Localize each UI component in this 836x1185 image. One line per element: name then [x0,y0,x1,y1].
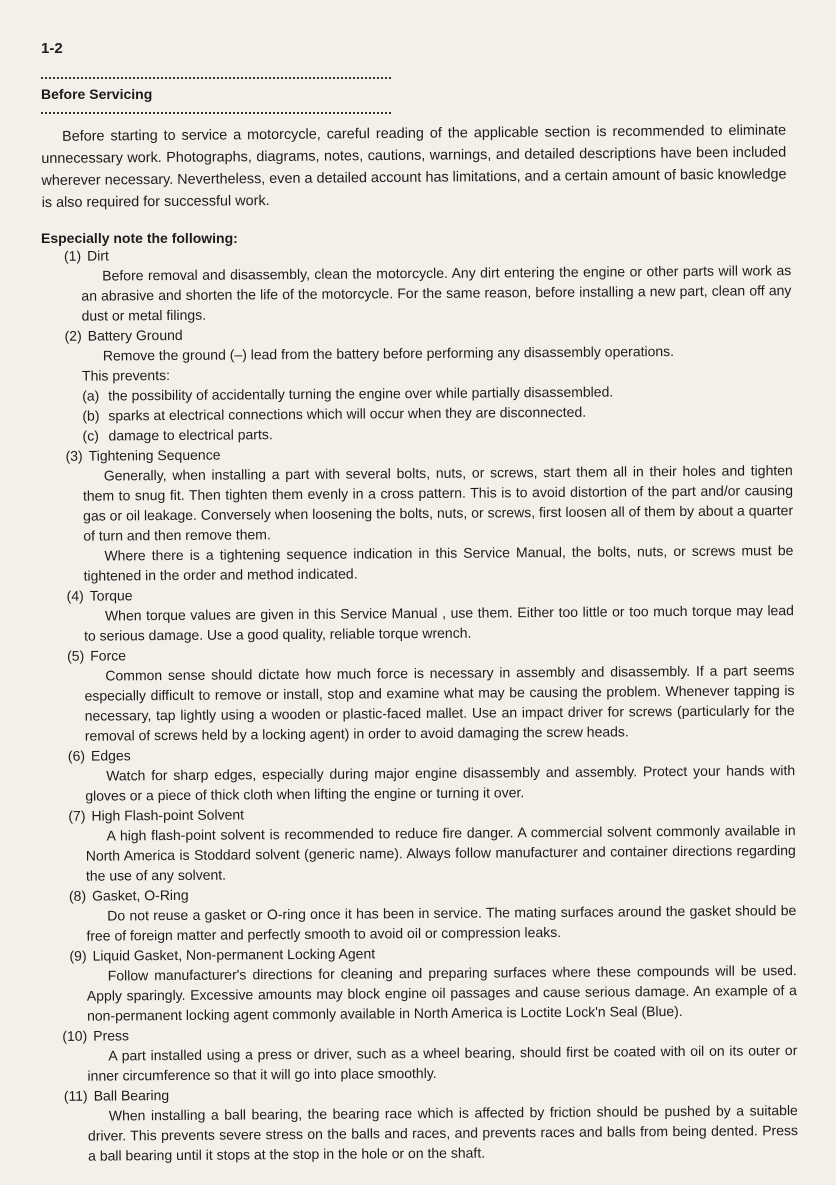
list-item [46,940,797,1026]
list-item-number: (7) [68,807,86,824]
list-item-body [86,900,796,946]
list-item-title: High Flash-point Solvent [91,806,245,824]
list-item-number: (4) [66,587,84,604]
list-item-title: Battery Ground [87,326,183,344]
list-item-body [85,760,795,806]
list-item-number: (10) [62,1027,88,1044]
list-item-paragraph: Remove the ground (–) lead from the battery before performing any disassembly operations. [102,343,675,364]
sub-item-letter: (b) [82,407,100,424]
list-item-paragraph: Before removal and disassembly, clean the motorcycle. Any dirt entering the engine or other parts will work as an abrasive and shorten the life of the motorcycle. For the same reason, before installing a new part, clean off any dust or metal filings. [81,262,792,324]
sub-item-text: damage to electrical parts. [108,426,273,444]
list-item [45,740,795,806]
list-item-number: (11) [63,1087,88,1104]
list-item-number: (5) [67,647,85,664]
list-item-title: Liquid Gasket, Non-permanent Locking Agent [92,945,376,964]
list-item-number: (2) [64,327,82,344]
list-item-lead: This prevents: [81,366,171,384]
list-item-body [87,960,797,1026]
list-item-paragraph: Generally, when installing a part with several bolts, nuts, or screws, start them all in their holes and tighten them to snug fit. Then tighten them evenly in a cross pattern. This is to avoid distortion of the part and/or causing gas or oil leakage. Conversely when loosening the bolts, nuts, or screws, first loosen all of them by about a quarter of turn and then remove them. [82,462,794,544]
list-item-title: Press [93,1027,130,1044]
list-item-number: (3) [65,447,83,464]
sub-item-text: sparks at electrical connections which will occur when they are disconnected. [108,403,587,424]
list-item-body [82,340,793,446]
list-item [44,640,795,746]
list-item-number: (9) [69,947,87,964]
list-item-title: Dirt [87,247,109,264]
list-item-paragraph: A part installed using a press or driver, such as a wheel bearing, should first be coated with oil on its outer or inner circumference so that it will go into place smoothly. [87,1042,798,1084]
list-item-paragraph: When torque values are given in this Service Manual , use them. Either too little or too much torque may lead to serious damage. Use a good quality, reliable torque wrench. [83,602,794,644]
sub-item-letter: (a) [82,387,100,404]
list-item [45,800,796,886]
list-item-title: Ball Bearing [93,1087,170,1104]
list-item-title: Edges [90,747,131,764]
list-item-body [83,460,794,586]
list-item-body [84,600,794,646]
list-item [44,580,794,646]
list-item-paragraph: Common sense should dictate how much force is necessary in assembly and disassembly. If a part seems especially difficult to remove or install, stop and examine what may be causing the problem. Whenever tapping is necessary, tap lightly using a wooden or plastic-faced mallet. Use an impact driver for screws (particularly for the removal of screws held by a locking agent) in order to avoid damaging the screw heads. [84,662,795,744]
list-item-body [88,1100,798,1166]
list-item-body [87,1040,797,1086]
list-item [41,240,792,326]
list-item-paragraph: A high flash-point solvent is recommended to reduce fire danger. A commercial solvent commonly available in North America is Stoddard solvent (generic name). Always follow manufacturer and container directions regarding the use of any solvent. [85,822,796,884]
list-item-paragraph: Do not reuse a gasket or O-ring once it has been in service. The mating surfaces around the gasket should be free of foreign matter and perfectly smooth to avoid oil or compression leaks. [86,902,797,944]
list-item-body [86,820,796,886]
list-item-body [84,660,795,746]
list-item [48,1080,799,1166]
list-item-paragraph: Follow manufacturer's directions for cleaning and preparing surfaces where these compounds will be used. Apply sparingly. Excessive amounts may block engine oil passages and cause serious damage. An example of a non-permanent locking agent commonly available in North America is Loctite Lock'n Seal (Blue). [86,962,797,1024]
list-item-number: (8) [68,887,87,904]
list-item-title: Force [90,647,127,664]
sub-item-text: the possibility of accidentally turning the engine over while partially disassembled. [108,383,614,404]
list-item [42,320,793,446]
dotted-rule-bottom [41,112,391,114]
list-item-paragraph: When installing a ball bearing, the bearing race which is affected by friction should be pushed by a suitable driver. This prevents severe stress on the balls and races, and prevents races and balls from being dented. Press a ball bearing until it stops at the stop in the hole or on the shaft. [87,1102,799,1164]
list-item-paragraph: Where there is a tightening sequence indication in this Service Manual, the bolts, nuts, or screws must be tightened in the order and method indicated. [83,542,794,584]
list-item-title: Gasket, O-Ring [92,886,189,904]
page-number: 1-2 [41,40,63,57]
intro-paragraph: Before starting to service a motorcycle, careful reading of the applicable section is recommended to eliminate unnecessary work. Photographs, diagrams, notes, cautions, warnings, and detailed descriptions have been included wherever necessary. Nevertheless, even a detailed account has limitations, and a certain amount of basic knowledge is also required for successful work. [41,122,787,211]
sub-item-letter: (c) [82,427,99,444]
list-item-number: (1) [63,247,82,264]
list-item-paragraph: Watch for sharp edges, especially during major engine disassembly and assembly. Protect your hands with gloves or a piece of thick cloth when lifting the engine or turning it over. [85,762,796,804]
list-item-title: Torque [89,587,133,604]
list-item-body [81,260,791,326]
section-title: Before Servicing [41,86,153,102]
list-item [43,440,794,586]
list-item-number: (6) [67,747,86,764]
list-item-title: Tightening Sequence [88,446,221,464]
dotted-rule-top [41,77,391,79]
note-heading: Especially note the following: [41,230,238,246]
list-item [47,1020,797,1086]
numbered-list [41,240,798,1166]
list-item [46,880,796,946]
